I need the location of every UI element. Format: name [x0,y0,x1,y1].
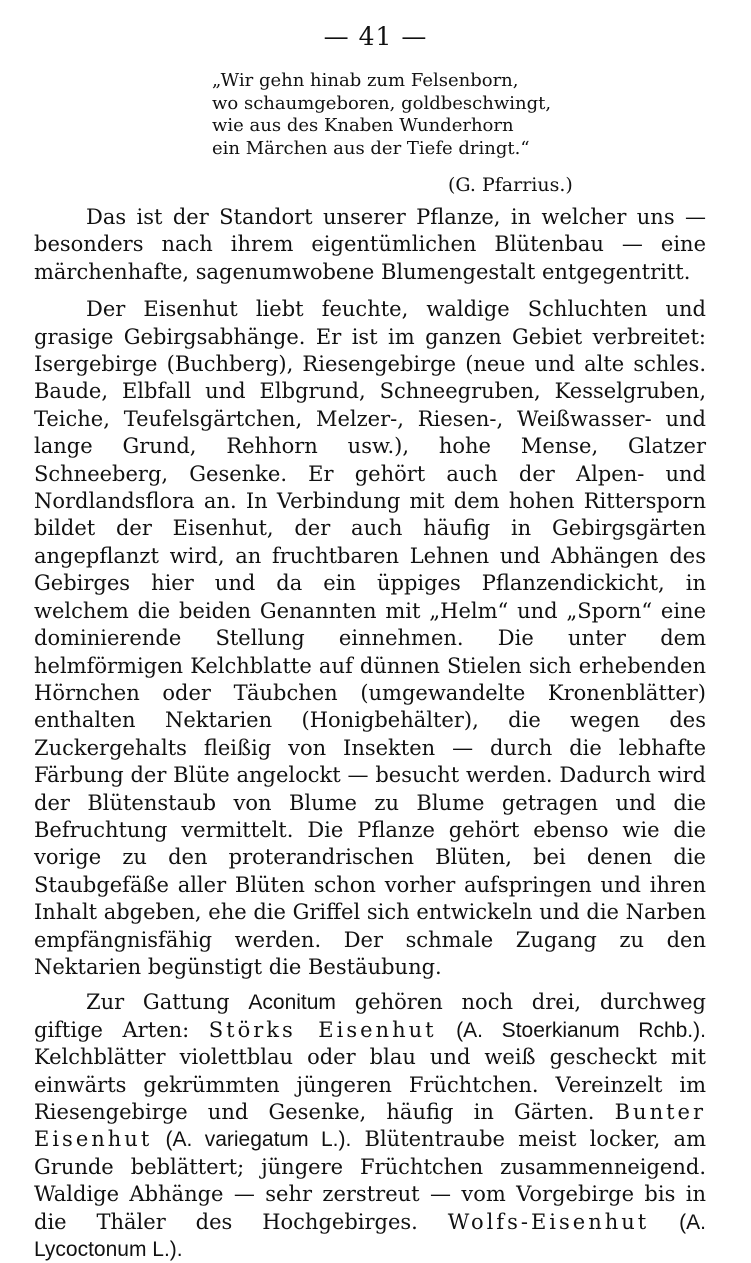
poem-line: ein Märchen aus der Tiefe dringt.“ [212,137,530,159]
page-number: — 41 — [323,22,428,51]
species-text: Zur Gattung [86,990,230,1015]
poem-line: wie aus des Knaben Wunderhorn [212,115,514,136]
paragraph-habitat: Der Eisenhut liebt feuchte, waldige Schluchten und grasige Gebirgsabhänge. Er ist im ganzen Gebiet verbreitet: Isergebirge (Buchberg), Riesengebirge (neue und alte schles. Baude, Elbfall und Elbgrund, Schneegruben, Kesselgruben, Teiche, Teufelsgärtchen, Melzer-, Riesen-, Weißwasser- und lange Grund, Rehhorn usw.), hohe Mense, Glatzer Schneeberg, Gesenke. Er gehört auch der Alpen- und Nordlandsflora an. In Verbindung mit dem hohen Rittersporn bildet der Eisenhut, der auch häufig in Gebirgsgärten angepflanzt wird, an fruchtbaren Lehnen und Abhängen des Gebirges hier und da ein üppiges Pflanzendickicht, in welchem die beiden Genannten mit „Helm“ und „Sporn“ eine dominierende Stellung einnehmen. Die unter dem helmförmigen Kelchblatte auf dünnen Stielen sich erhebenden Hörnchen oder Täubchen (umgewandelte Kronenblätter) enthalten Nektarien (Honigbehälter), die wegen des Zuckergehalts fleißig von Insekten — durch die lebhafte Färbung der Blüte angelockt — besucht werden. Dadurch wird der Blütenstaub von Blume zu Blume getragen und die Befruchtung vermittelt. Die Pflanze gehört ebenso wie die vorige zu den proterandrischen Blüten, bei denen die Staubgefäße aller Blüten schon vorher aufspringen und ihren Inhalt abgeben, ehe die Griffel sich entwickeln und die Narben empfängnisfähig werden. Der schmale Zugang zu den Nektarien begünstigt die Bestäubung. [34,297,706,979]
poem-attribution: (G. Pfarrius.) [448,174,573,196]
paragraph-species [34,989,706,1263]
genus-name: Aconitum [248,991,336,1015]
poem-quote [212,70,592,160]
species-name: Bunter Eisenhut [34,1100,706,1152]
latin-name: (A. Stoerkianum Rchb.). [456,1018,706,1042]
latin-name: (A. variegatum L.). [165,1128,352,1152]
species-text: Blütentraube meist locker, am Grunde beblättert; jüngere Früchtchen zusammenneigend. Waldige Abhänge — sehr zerstreut — vom Vorgebirge bis in die Thäler des Hochgebirges. [34,1127,706,1234]
species-text: gehören noch drei, durchweg giftige Arten: [34,990,706,1042]
paragraph-intro: Das ist der Standort unserer Pflanze, in welcher uns — besonders nach ihrem eigentümlichen Blütenbau — eine märchenhafte, sagenumwobene Blumengestalt entgegentritt. [34,205,706,284]
poem-line: wo schaumgeboren, goldbeschwingt, [212,92,552,114]
species-text: Kelchblätter violettblau oder blau und weiß gescheckt mit einwärts gekrümmten jüngeren Früchtchen. Vereinzelt im Riesengebirge und Gesenke, häufig in Gärten. [34,1045,706,1124]
latin-name: (A. Lycoctonum L.). [34,1210,706,1262]
body-text [34,204,706,1263]
species-name: Störks Eisenhut [208,1017,437,1042]
poem-line: „Wir gehn hinab zum Felsenborn, [212,70,519,91]
species-name: Wolfs-Eisenhut [447,1209,650,1234]
